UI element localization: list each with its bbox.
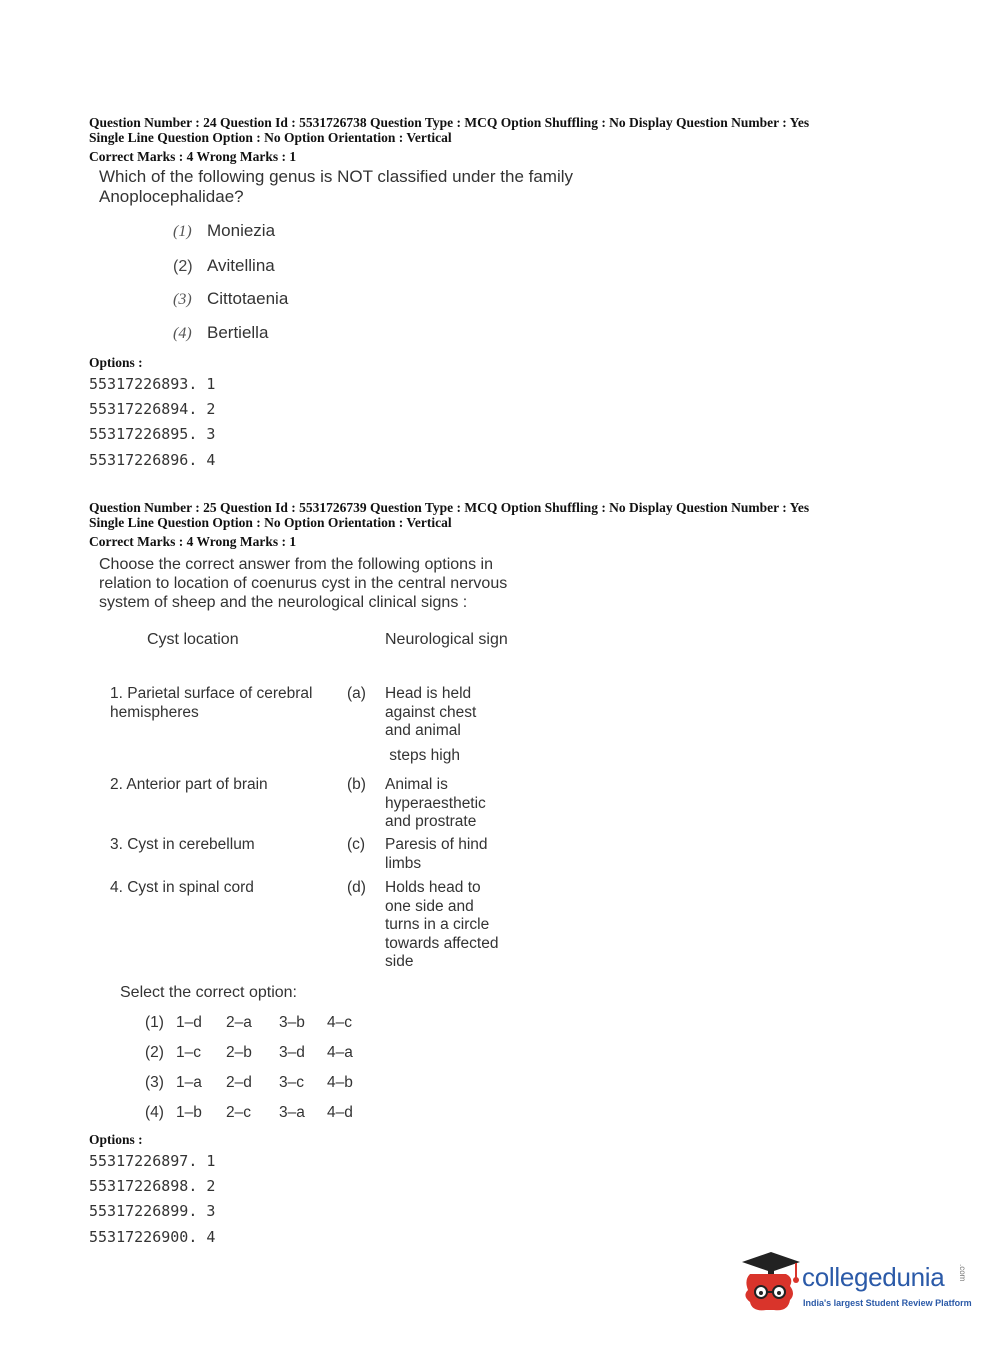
choice-number: (2) [173,258,193,275]
answer-number: (2) [145,1044,164,1061]
choice-text: Avitellina [207,256,275,275]
q25-row-3-letter: (c) [347,836,366,853]
answer-pair: 4–a [327,1044,353,1061]
q25-row-1-left [110,685,312,722]
brand-name: collegedunia [802,1262,945,1292]
cell-line: steps high [385,746,460,764]
answer-pair: 2–a [226,1014,252,1031]
q25-options-label: Options : [89,1132,143,1147]
cell-line: against chest [385,703,477,721]
cell-line: hyperaesthetic [385,794,486,812]
collegedunia-logo[interactable] [740,1250,970,1320]
answer-pair: 4–c [327,1014,352,1031]
cell-line: 4. Cyst in spinal cord [110,879,254,896]
answer-pair: 3–c [279,1074,304,1091]
q25-row-3-right [385,836,488,873]
cell-line: side [385,953,414,970]
cell-line: turns in a circle [385,916,490,933]
q24-marks: Correct Marks : 4 Wrong Marks : 1 [89,149,297,164]
cell-line: limbs [385,854,422,872]
answer-pair: 1–b [176,1104,202,1121]
q24-option-id-4: 55317226896. 4 [89,451,216,469]
q25-meta-line1: Question Number : 25 Question Id : 5531726739 Question Type : MCQ Option Shuffling : No Display Question Number : Yes [89,500,810,515]
q24-choice-1 [173,221,275,241]
choice-text: Cittotaenia [207,289,289,308]
answer-number: (4) [145,1104,164,1121]
q25-row-3-left [110,836,255,855]
cell-line: and prostrate [385,813,477,830]
q25-row-4-letter: (d) [347,879,366,896]
q25-text-line1: Choose the correct answer from the following options in [99,556,493,573]
answer-pair: 1–d [176,1014,202,1031]
answer-pair: 2–c [226,1104,251,1121]
q25-answer-1 [145,1014,385,1034]
q25-row-2-letter: (b) [347,776,366,793]
cell-line: towards affected [385,934,499,952]
mascot-icon [740,1250,802,1316]
q25-meta-line2: Single Line Question Option : No Option Orientation : Vertical [89,515,452,530]
answer-pair: 2–d [226,1074,252,1091]
cell-line: one side and [385,897,474,915]
q25-question-text [99,555,507,612]
q25-option-id-4: 55317226900. 4 [89,1228,216,1246]
q24-option-id-2: 55317226894. 2 [89,400,216,418]
q25-answer-4 [145,1104,385,1124]
q25-col-header-left: Cyst location [147,631,239,648]
q24-question-text [99,167,573,207]
q25-marks: Correct Marks : 4 Wrong Marks : 1 [89,534,297,549]
q24-choice-2 [173,256,275,276]
q24-choice-3 [173,289,288,309]
q24-text-line2: Anoplocephalidae? [99,187,244,206]
cell-line: 1. Parietal surface of cerebral [110,685,313,702]
answer-number: (3) [145,1074,164,1091]
cell-line: Head is held [385,685,472,702]
answer-pair: 1–a [176,1074,202,1091]
q25-row-2-right [385,776,486,832]
choice-number: (1) [173,223,192,240]
answer-pair: 1–c [176,1044,201,1061]
cell-line: hemispheres [110,703,199,721]
q24-options-label: Options : [89,355,143,370]
choice-text: Moniezia [207,221,276,240]
cell-line: 3. Cyst in cerebellum [110,836,255,853]
answer-pair: 3–d [279,1044,305,1061]
cell-line: Paresis of hind [385,836,488,853]
q25-answer-3 [145,1074,385,1094]
q25-row-1-letter: (a) [347,685,366,702]
q24-text-line1: Which of the following genus is NOT classified under the family [99,167,574,186]
answer-pair: 4–d [327,1104,353,1121]
q25-select-label: Select the correct option: [120,984,297,1001]
q24-choice-4 [173,323,268,343]
q25-row-2-left [110,776,268,795]
answer-pair: 2–b [226,1044,252,1061]
brand-tld: .com [958,1264,967,1282]
cell-line: Holds head to [385,879,481,896]
q24-meta-line1: Question Number : 24 Question Id : 5531726738 Question Type : MCQ Option Shuffling : No Display Question Number : Yes [89,115,810,130]
cell-line: Animal is [385,776,448,793]
cell-line: 2. Anterior part of brain [110,776,268,793]
q25-row-4-right [385,879,498,972]
q25-option-id-2: 55317226898. 2 [89,1177,216,1195]
cell-line: and animal [385,722,461,739]
answer-pair: 4–b [327,1074,353,1091]
choice-text: Bertiella [207,323,269,342]
q25-option-id-1: 55317226897. 1 [89,1152,216,1170]
q24-meta-line2: Single Line Question Option : No Option Orientation : Vertical [89,130,452,145]
brand-tagline: India's largest Student Review Platform [803,1298,972,1308]
q24-option-id-1: 55317226893. 1 [89,375,216,393]
answer-pair: 3–b [279,1014,305,1031]
q25-text-line2: relation to location of coenurus cyst in the central nervous [99,575,508,592]
answer-number: (1) [145,1014,164,1031]
q25-answer-2 [145,1044,385,1064]
q25-text-line3: system of sheep and the neurological clinical signs : [99,594,468,611]
q25-row-1-right [385,685,476,765]
q25-row-4-left [110,879,254,898]
choice-number: (4) [173,325,192,342]
q25-col-header-right: Neurological sign [385,631,508,648]
q24-option-id-3: 55317226895. 3 [89,425,216,443]
answer-pair: 3–a [279,1104,305,1121]
choice-number: (3) [173,291,192,308]
q25-option-id-3: 55317226899. 3 [89,1202,216,1220]
